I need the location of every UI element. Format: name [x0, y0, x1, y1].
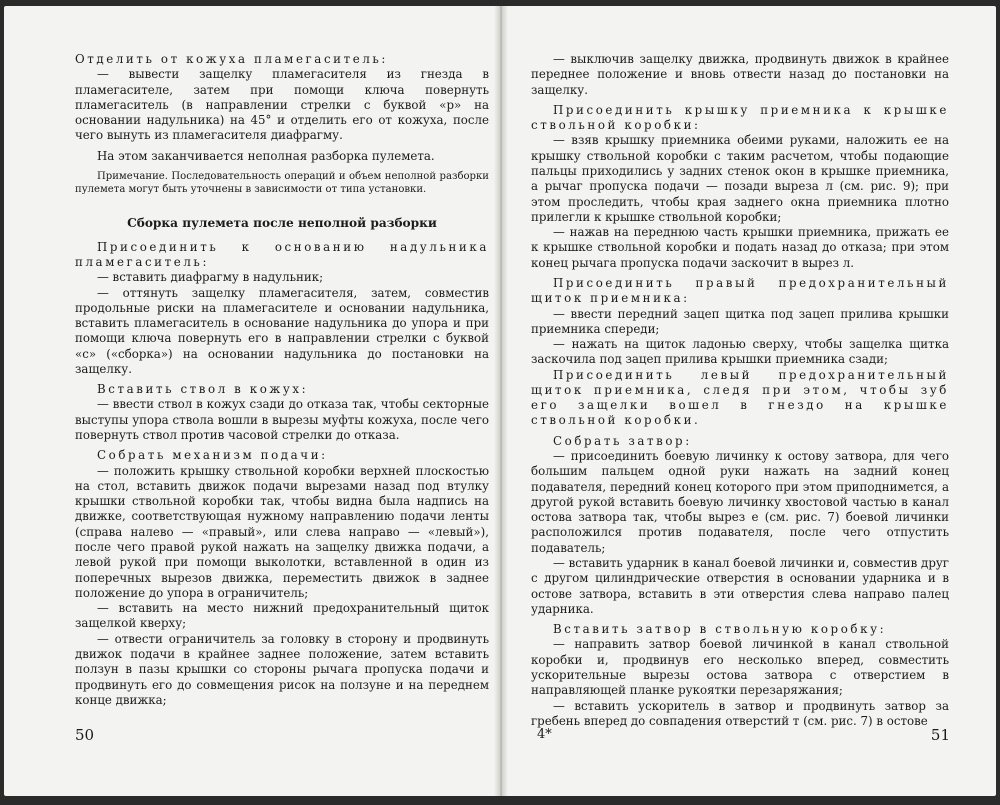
instruction-heading: Вставить ствол в кожух:	[97, 382, 309, 397]
right-page	[502, 6, 996, 796]
paragraph: — нажать на щиток ладонью сверху, чтобы защелка щитка заскочила под зацеп прилива крышки приемника сзади;	[531, 337, 949, 367]
paragraph: — вывести защелку пламегасителя из гнезда в пламегасителе, затем при помощи ключа повернуть пламегаситель (в направлении стрелки с буквой «р» на основании надульника) на 45° и отделить его от кожуха, после чего вынуть из пламегасителя диафрагму.	[75, 67, 489, 143]
paragraph: — вставить ускоритель в затвор и продвинуть затвор за гребень вперед до совпадения отверстий т (см. рис. 7) в остове	[531, 698, 949, 728]
left-page	[4, 6, 500, 796]
paragraph: — отвести ограничитель за головку в сторону и продвинуть движок подачи в крайнее заднее положение, затем вставить ползун в пазы крышки со стороны рычага пропуска подачи и продвинуть его до совмещения рисок на ползуне и на переднем конце движка;	[75, 631, 489, 707]
left-page-text	[75, 52, 489, 708]
instruction-heading: Собрать механизм подачи:	[97, 448, 328, 463]
paragraph: — ввести ствол в кожух сзади до отказа так, чтобы секторные выступы упора ствола вошли в вырезы муфты кожуха, после чего повернуть ствол против часовой стрелки до отказа.	[75, 397, 489, 443]
instruction-heading: Собрать затвор:	[553, 433, 692, 448]
paragraph: — вставить ударник в канал боевой личинки и, совместив друг с другом цилиндрические отверстия в основании ударника и в остове затвора, вставить в эти отверстия слева направо палец ударника.	[531, 556, 949, 616]
instruction-heading: Присоединить крышку приемника к крышке ствольной коробки:	[531, 102, 949, 133]
instruction-heading: Отделить от кожуха пламегаситель:	[75, 52, 389, 66]
paragraph: На этом заканчивается неполная разборка пулемета.	[97, 148, 435, 163]
paragraph: — направить затвор боевой личинкой в канал ствольной коробки и, продвинув его несколько вперед, совместить ускорительные вырезы остова затвора с отверстием в направляющей планке рукоятки перезаряжания;	[531, 637, 949, 698]
paragraph: — положить крышку ствольной коробки верхней плоскостью на стол, вставить движок подачи вырезами назад под втулку крышки ствольной коробки так, чтобы видна была надпись на движке, соответствующая нужному направлению подачи ленты (справа налево — «правый», или слева направо — «левый»), после чего правой рукой нажать на защелку движка подачи, а левой рукой при помощи выколотки, вставленной в один из поперечных вырезов движка, переместить движок в заднее положение до упора в ограничитель;	[75, 463, 489, 600]
page-number: 50	[75, 726, 95, 744]
instruction-heading: Присоединить правый предохранительный щиток приемника:	[531, 275, 949, 306]
instruction-heading: Присоединить к основанию надульника пламегаситель:	[75, 239, 489, 269]
paragraph: — вставить диафрагму в надульник;	[97, 270, 324, 285]
paragraph: — нажав на переднюю часть крышки приемника, прижать ее к крышке ствольной коробки и подать назад до отказа; при этом конец рычага пропуска подачи заскочит в вырез л.	[531, 225, 949, 270]
paragraph: — присоединить боевую личинку к остову затвора, для чего большим пальцем одной руки нажать на задний конец подавателя, передний конец которого при этом приподнимется, а другой рукой вставить боевую личинку хвостовой частью в канал остова затвора так, чтобы вырез е (см. рис. 7) боевой личинки расположился против подавателя, после чего отпустить подаватель;	[531, 449, 949, 555]
paragraph: — оттянуть защелку пламегасителя, затем, совместив продольные риски на пламегасителе и основании надульника, вставить пламегаситель в основание надульника до упора и при помощи ключа повернуть его в направлении стрелки с буквой «с» («сборка») на основании надульника до постановки на защелку.	[75, 285, 489, 376]
right-page-text	[531, 52, 949, 729]
instruction-heading: Присоединить левый предохранительный щиток приемника, следя при этом, чтобы зуб его защелки вошел в гнездо на крышке ствольной коробки.	[531, 367, 949, 428]
page-number: 51	[930, 726, 950, 744]
book-gutter	[494, 6, 508, 796]
paragraph: — взяв крышку приемника обеими руками, наложить ее на крышку ствольной коробки с таким расчетом, чтобы подающие пальцы приходились у задних стенок окон в крышке приемника, а рычаг пропуска подачи — позади выреза л (см. рис. 9); при этом проследить, чтобы края заднего окна приемника плотно прилегли к крышке ствольной коробки;	[531, 133, 949, 224]
paragraph: — ввести передний зацеп щитка под зацеп прилива крышки приемника спереди;	[531, 306, 949, 336]
instruction-heading: Вставить затвор в ствольную коробку:	[553, 622, 887, 637]
paragraph: — выключив защелку движка, продвинуть движок в крайнее переднее положение и вновь отвести назад до постановки на защелку.	[531, 52, 949, 97]
section-heading: Сборка пулемета после неполной разборки	[127, 216, 437, 231]
paragraph: — вставить на место нижний предохранительный щиток защелкой кверху;	[75, 601, 489, 631]
footnote-note: Примечание. Последовательность операций и объем неполной разборки пулемета могут быть уточнены в зависимости от типа установки.	[75, 170, 489, 196]
signature-mark: 4*	[537, 727, 552, 742]
